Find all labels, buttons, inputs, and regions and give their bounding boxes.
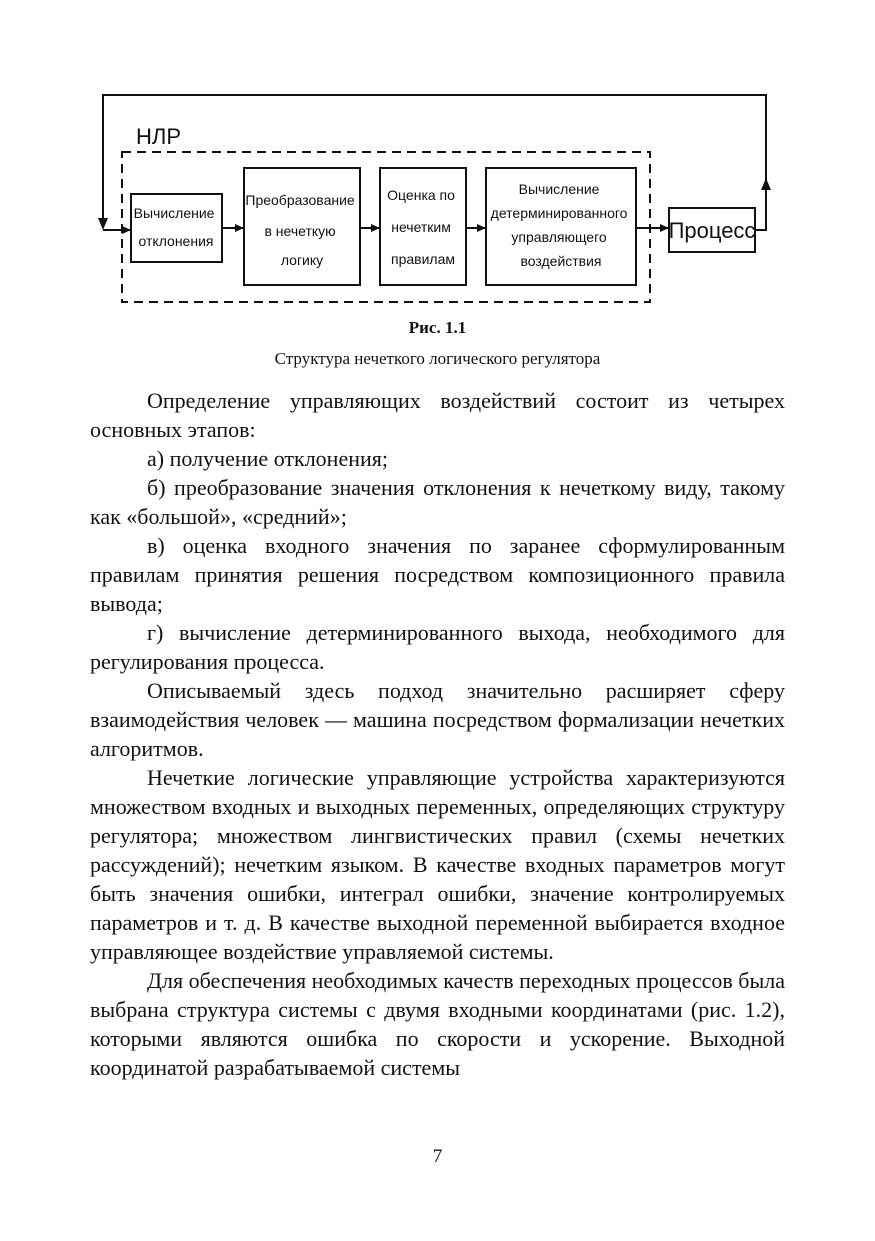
nlr-structure-diagram [0,0,875,315]
block-defuzzification-line-2: детерминированного [490,205,628,221]
block-defuzzification-line-4: воздействия [520,253,602,269]
list-item-b: б) преобразование значения отклонения к нечеткому виду, такому как «большой», «средний»; [90,475,785,529]
figure-caption-number: Рис. 1.1 [408,318,467,337]
block-defuzzification-line-3: управляющего [511,229,607,245]
block-rule-evaluation-line-1: Оценка по [387,187,455,203]
page-number: 7 [432,1146,443,1167]
list-item-a: а) получение отклонения; [147,446,389,471]
feedback-arrow-up [761,178,771,190]
block-deviation-line-2: отклонения [138,233,214,249]
figure-caption-text: Структура нечеткого логического регулятора [274,349,601,368]
paragraph-system-structure: Для обеспечения необходимых качеств переходных процессов была выбрана структура системы с двумя входными координатами (рис. 1.2), которыми являются ошибка по скорости и ускорение. Выходной координатой разрабатываемой системы [90,968,785,1080]
block-fuzzification-line-3: логику [280,252,324,268]
block-deviation-line-1: Вычисление [133,205,215,221]
block-rule-evaluation-label [387,187,459,267]
paragraph-approach: Описываемый здесь подход значительно расширяет сферу взаимодействия человек — машина посредством формализации нечетких алгоритмов. [90,678,785,761]
paragraph-fuzzy-controllers: Нечеткие логические управляющие устройства характеризуются множеством входных и выходных переменных, определяющих структуру регулятора; множеством лингвистических правил (схемы нечетких рассуждений); нечетким языком. В качестве входных параметров могут быть значения ошибки, интеграл ошибки, значение контролируемых параметров и т. д. В качестве выходной переменной выбирается входное управляющее воздействие управляемой системы. [90,765,785,964]
list-item-d: г) вычисление детерминированного выхода, необходимого для регулирования процесса. [90,620,785,674]
block-fuzzification-line-1: Преобразование [245,192,355,208]
paragraph-intro: Определение управляющих воздействий состоит из четырех основных этапов: [90,388,785,442]
block-rule-evaluation-line-2: нечетким [391,219,451,235]
body-text [90,386,785,1082]
block-rule-evaluation-line-3: правилам [391,251,455,267]
block-fuzzification-line-2: в нечеткую [264,223,336,239]
list-item-c: в) оценка входного значения по заранее сформулированным правилам принятия решения посредством композиционного правила вывода; [90,533,785,616]
block-process-label: Процесс [668,218,756,243]
block-defuzzification-line-1: Вычисление [518,181,600,197]
nlr-label: НЛР [136,124,181,149]
feedback-arrow-down [98,218,108,230]
